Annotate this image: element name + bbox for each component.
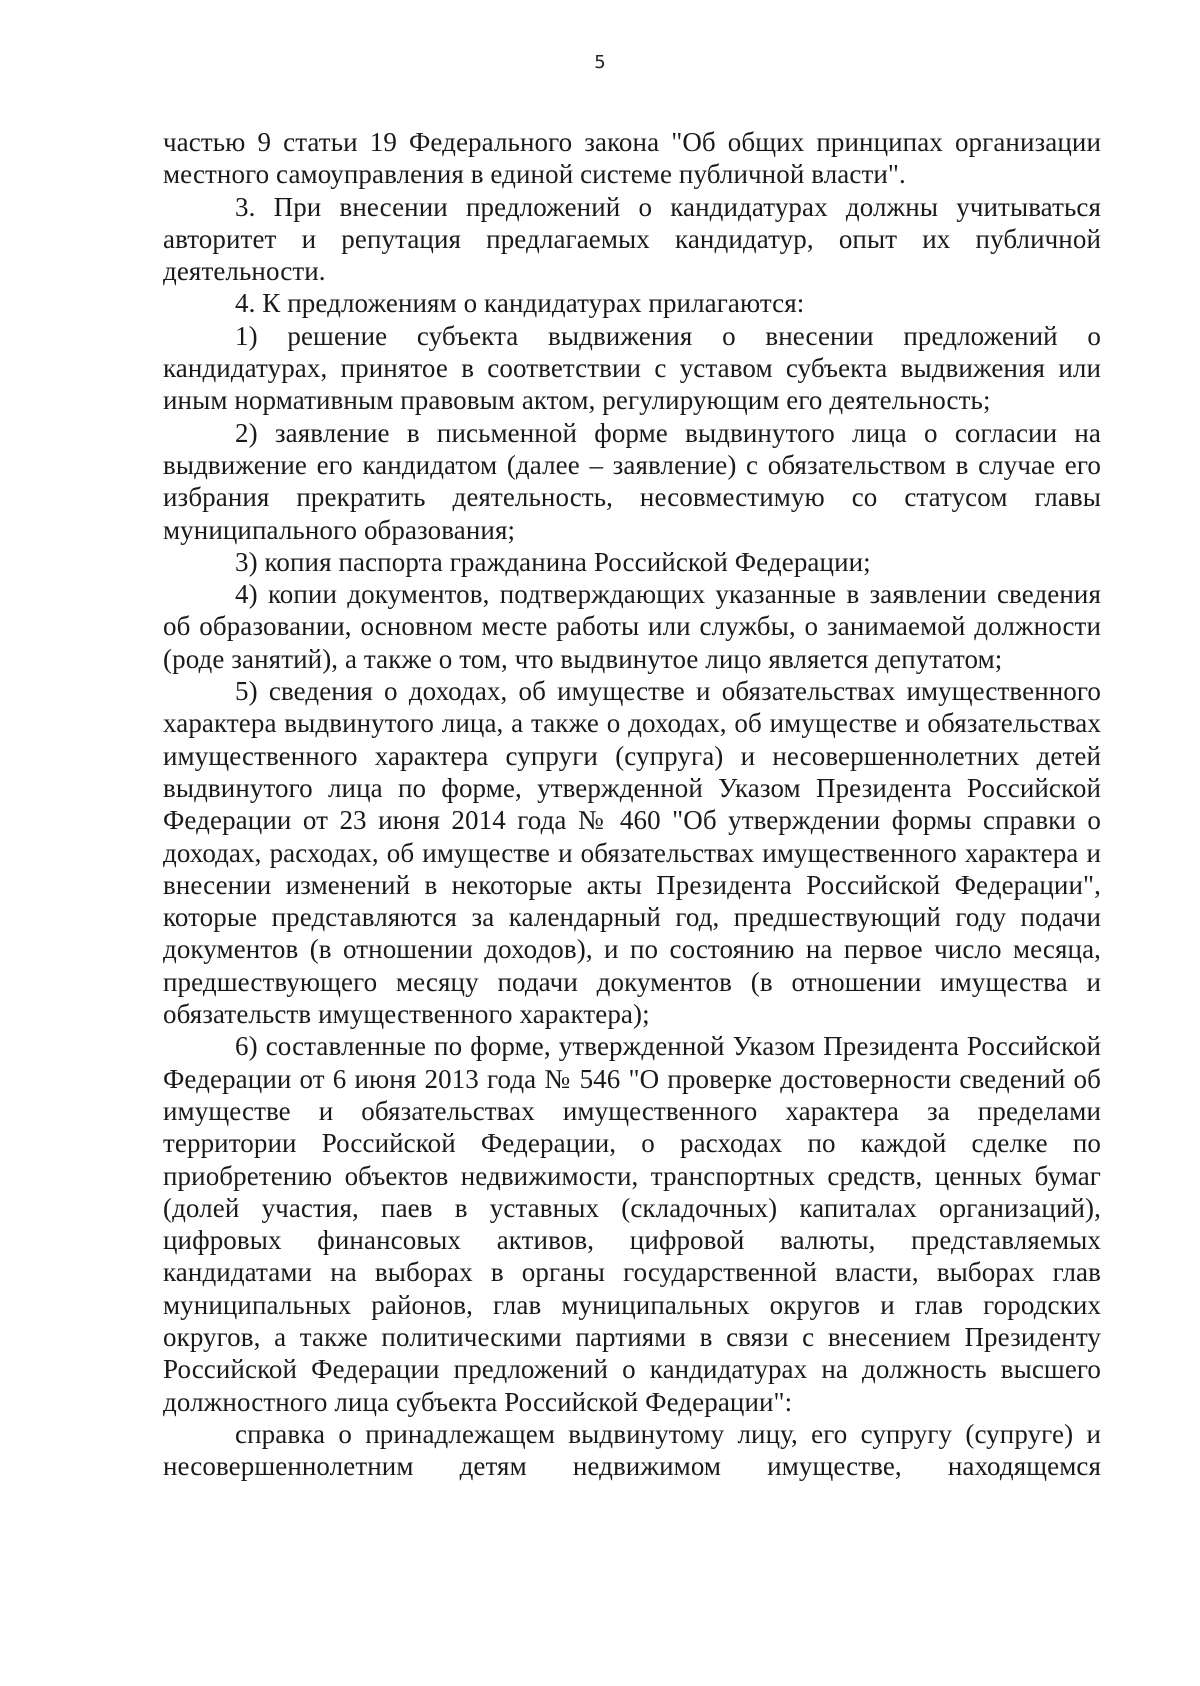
paragraph-continuation: частью 9 статьи 19 Федерального закона "Об общих принципах организации местного самоуправления в единой системе публичной власти". — [163, 127, 1101, 190]
list-item-1: 1) решение субъекта выдвижения о внесении предложений о кандидатурах, принятое в соответствии с уставом субъекта выдвижения или иным нормативным правовым актом, регулирующим его деятельность; — [163, 320, 1101, 416]
document-body — [163, 126, 1101, 1482]
page-number: 5 — [594, 52, 606, 73]
paragraph-certificate: справка о принадлежащем выдвинутому лицу, его супругу (супруге) и несовершеннолетним детям недвижимом имуществе, находящемся — [163, 1418, 1101, 1482]
list-item-2: 2) заявление в письменной форме выдвинутого лица о согласии на выдвижение его кандидатом (далее – заявление) с обязательством в случае его избрания прекратить деятельность, несовместимую со статусом главы муниципального образования; — [163, 417, 1101, 545]
list-item-4: 4) копии документов, подтверждающих указанные в заявлении сведения об образовании, основном месте работы или службы, о занимаемой должности (роде занятий), а также о том, что выдвинутое лицо является депутатом; — [163, 579, 1101, 674]
paragraph-item-3: 3. При внесении предложений о кандидатурах должны учитываться авторитет и репутация предлагаемых кандидатур, опыт их публичной деятельности. — [163, 191, 1101, 287]
list-item-5: 5) сведения о доходах, об имуществе и обязательствах имущественного характера выдвинутого лица, а также о доходах, об имуществе и обязательствах имущественного характера супруги (супруга) и несовершеннолетних детей выдвинутого лица по форме, утвержденной Указом Президента Российской Федерации от 23 июня 2014 года № 460 "Об утверждении формы справки о доходах, расходах, об имуществе и обязательствах имущественного характера и внесении изменений в некоторые акты Президента Российской Федерации", которые представляются за календарный год, предшествующий году подачи документов (в отношении доходов), и по состоянию на первое число месяца, предшествующего месяцу подачи документов (в отношении имущества и обязательств имущественного характера); — [163, 676, 1101, 1030]
list-item-3: 3) копия паспорта гражданина Российской Федерации; — [235, 546, 871, 577]
paragraph-item-4: 4. К предложениям о кандидатурах прилагаются: — [235, 288, 805, 319]
list-item-6: 6) составленные по форме, утвержденной Указом Президента Российской Федерации от 6 июня 2013 года № 546 "О проверке достоверности сведений об имуществе и обязательствах имущественного характера за пределами территории Российской Федерации, о расходах по каждой сделке по приобретению объектов недвижимости, транспортных средств, ценных бумаг (долей участия, паев в уставных (складочных) капиталах организаций), цифровых финансовых активов, цифровой валюты, представляемых кандидатами на выборах в органы государственной власти, выборах глав муниципальных районов, глав муниципальных округов и глав городских округов, а также политическими партиями в связи с внесением Президенту Российской Федерации предложений о кандидатурах на должность высшего должностного лица субъекта Российской Федерации": — [163, 1031, 1101, 1417]
